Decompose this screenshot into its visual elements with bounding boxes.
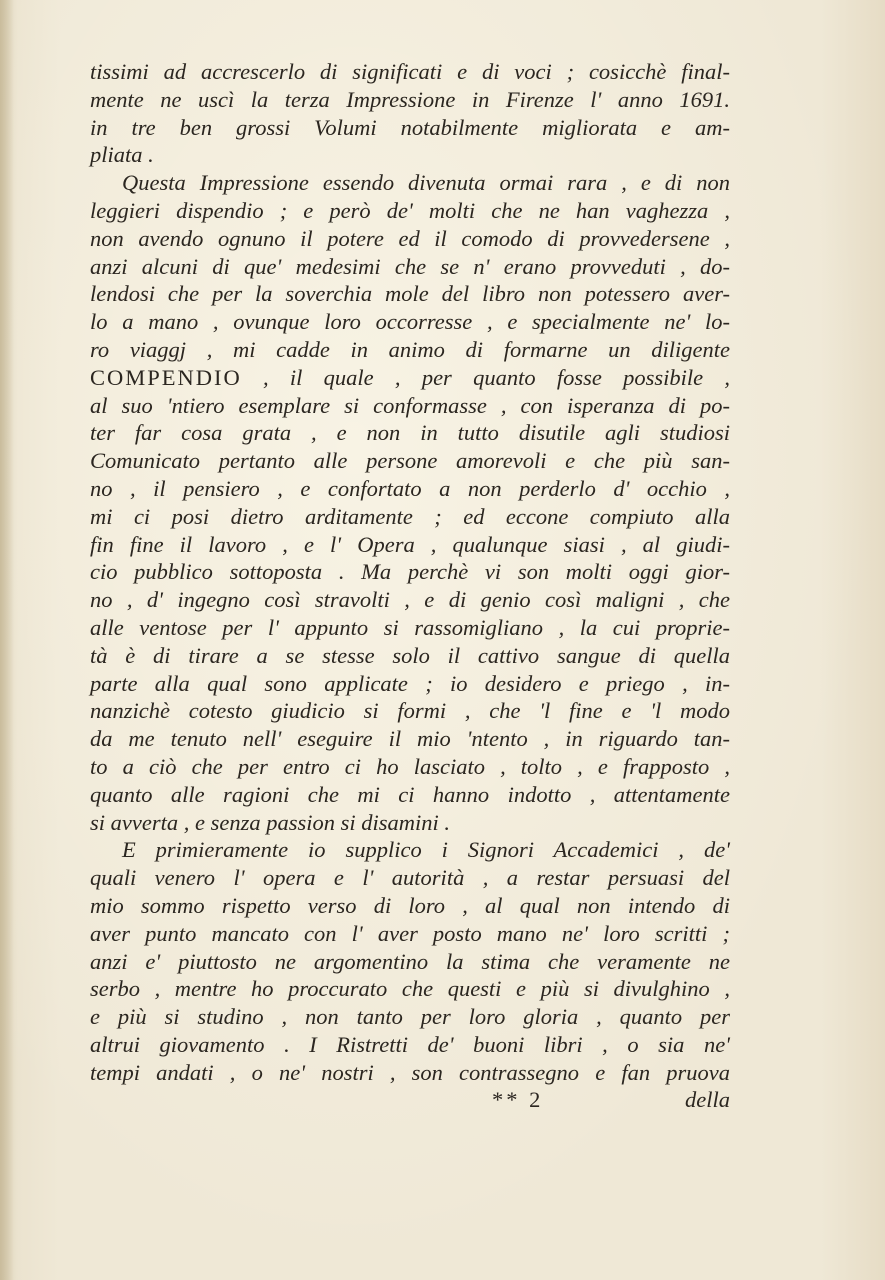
signature-mark: ** 2 (492, 1087, 544, 1113)
text-line: parte alla qual sono applicate ; io desidero e priego , in- (90, 670, 730, 696)
text-line: fin fine il lavoro , e l' Opera , qualunque siasi , al giudi- (90, 531, 730, 557)
text-line: pliata . (90, 142, 154, 168)
catchword: della (685, 1087, 730, 1113)
text-line: da me tenuto nell' eseguire il mio 'ntento , in riguardo tan- (90, 726, 730, 752)
text-line: cio pubblico sottoposta . Ma perchè vi son molti oggi gior- (90, 559, 730, 585)
text-line: aver punto mancato con l' aver posto mano ne' loro scritti ; (90, 920, 730, 946)
text-line: ro viaggj , mi cadde in animo di formarne un diligente (90, 336, 730, 362)
compendio-line-rest: , il quale , per quanto fosse possibile , (263, 364, 730, 390)
text-line: Comunicato pertanto alle persone amorevoli e che più san- (90, 448, 730, 474)
text-line: in tre ben grossi Volumi notabilmente migliorata e am- (90, 114, 730, 140)
text-line: no , d' ingegno così stravolti , e di genio così maligni , che (90, 587, 730, 613)
text-line: lendosi che per la soverchia mole del libro non potessero aver- (90, 281, 730, 307)
text-line: al suo 'ntiero esemplare si conformasse , con isperanza di po- (90, 392, 730, 418)
text-line: non avendo ognuno il potere ed il comodo di provvedersene , (90, 225, 730, 251)
text-line: serbo , mentre ho proccurato che questi e più si divulghino , (90, 976, 730, 1002)
text-line: anzi alcuni di que' medesimi che se n' erano provveduti , do- (90, 253, 730, 279)
compendio-word: COMPENDIO (90, 364, 242, 390)
paragraph-start-line: E primieramente io supplico i Signori Accademici , de' (122, 837, 730, 863)
binding-edge (0, 0, 14, 1280)
page-footer (90, 1086, 730, 1114)
text-line: to a ciò che per entro ci ho lasciato , tolto , e frapposto , (90, 753, 730, 779)
text-line: leggieri dispendio ; e però de' molti che ne han vaghezza , (90, 197, 730, 223)
paragraph-start-line: Questa Impressione essendo divenuta ormai rara , e di non (122, 170, 730, 196)
body-text (90, 58, 730, 1114)
text-line: mi ci posi dietro arditamente ; ed eccone compiuto alla (90, 503, 730, 529)
text-line: si avverta , e senza passion si disamini . (90, 809, 450, 835)
text-line: alle ventose per l' appunto si rassomigliano , la cui proprie- (90, 614, 730, 640)
text-line: lo a mano , ovunque loro occorresse , e specialmente ne' lo- (90, 309, 730, 335)
text-line: quanto alle ragioni che mi ci hanno indotto , attentamente (90, 781, 730, 807)
text-line: no , il pensiero , e confortato a non perderlo d' occhio , (90, 475, 730, 501)
text-line: quali venero l' opera e l' autorità , a restar persuasi del (90, 865, 730, 891)
text-line: mio sommo rispetto verso di loro , al qual non intendo di (90, 892, 730, 918)
text-line: tempi andati , o ne' nostri , son contrassegno e fan pruova (90, 1059, 730, 1085)
text-line: e più si studino , non tanto per loro gloria , quanto per (90, 1004, 730, 1030)
text-line: altrui giovamento . I Ristretti de' buoni libri , o sia ne' (90, 1031, 730, 1057)
text-line: tà è di tirare a se stesse solo il cattivo sangue di quella (90, 642, 730, 668)
text-line: anzi e' piuttosto ne argomentino la stima che veramente ne (90, 948, 730, 974)
text-line: ter far cosa grata , e non in tutto disutile agli studiosi (90, 420, 730, 446)
text-line: tissimi ad accrescerlo di significati e di voci ; cosicchè final- (90, 59, 730, 84)
text-line: mente ne uscì la terza Impressione in Firenze l' anno 1691. (90, 86, 730, 112)
compendio-line (90, 364, 730, 392)
text-line: nanzichè cotesto giudicio si formi , che 'l fine e 'l modo (90, 698, 730, 724)
